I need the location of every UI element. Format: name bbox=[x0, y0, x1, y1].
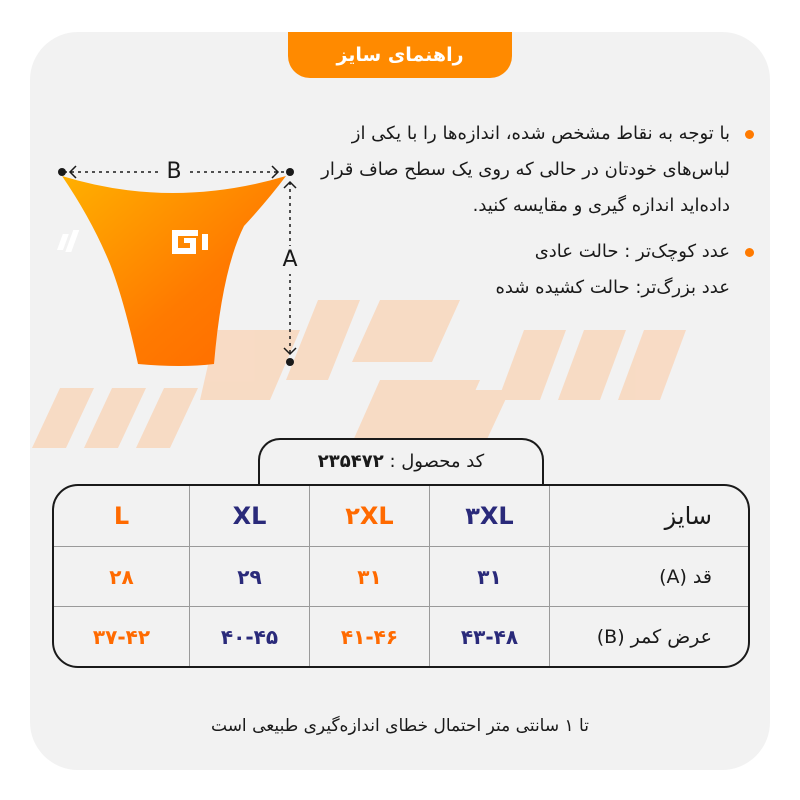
measurement-notes bbox=[320, 116, 760, 306]
note-text: با توجه به نقاط مشخص شده، اندازه‌ها را با یکی از لباس‌های خودتان در حالی که روی یک سطح صاف قرار داده‌اید اندازه گیری و مقایسه کنید. bbox=[321, 123, 730, 216]
table-row bbox=[54, 606, 748, 667]
size-cell-3xl: ۳XL bbox=[430, 486, 550, 546]
waist-cell-l: ۳۷-۴۲ bbox=[54, 607, 190, 667]
waist-cell-3xl: ۴۳-۴۸ bbox=[430, 607, 550, 667]
size-table bbox=[52, 484, 750, 668]
size-cell-xl: XL bbox=[190, 486, 310, 546]
product-code-value: ۲۳۵۴۷۲ bbox=[317, 451, 384, 472]
height-label-a: A bbox=[278, 246, 302, 274]
table-row bbox=[54, 486, 748, 546]
table-row bbox=[54, 546, 748, 607]
height-cell-3xl: ۳۱ bbox=[430, 547, 550, 607]
product-code-label: کد محصول : bbox=[389, 451, 485, 472]
note-item bbox=[320, 234, 760, 306]
page-title: راهنمای سایز bbox=[288, 32, 512, 78]
footer-note: تا ۱ سانتی متر احتمال خطای اندازه‌گیری طبیعی است bbox=[211, 716, 589, 736]
product-code bbox=[258, 438, 544, 486]
height-cell-xl: ۲۹ bbox=[190, 547, 310, 607]
bullet-icon bbox=[745, 130, 754, 139]
row-label-size: سایز bbox=[664, 502, 712, 530]
garment-shape bbox=[62, 176, 286, 366]
size-cell-2xl: ۲XL bbox=[310, 486, 430, 546]
width-label-b: B bbox=[162, 158, 186, 186]
height-cell-l: ۲۸ bbox=[54, 547, 190, 607]
row-label-waist: عرض کمر (B) bbox=[596, 626, 712, 648]
note-text-stretched: عدد بزرگ‌تر: حالت کشیده شده bbox=[495, 277, 730, 298]
waist-cell-2xl: ۴۱-۴۶ bbox=[310, 607, 430, 667]
row-label-height: قد (A) bbox=[659, 566, 712, 588]
bullet-icon bbox=[745, 248, 754, 257]
height-cell-2xl: ۳۱ bbox=[310, 547, 430, 607]
size-cell-l: L bbox=[54, 486, 190, 546]
note-item bbox=[320, 116, 760, 224]
waist-cell-xl: ۴۰-۴۵ bbox=[190, 607, 310, 667]
note-text-normal: عدد کوچک‌تر : حالت عادی bbox=[534, 241, 730, 262]
